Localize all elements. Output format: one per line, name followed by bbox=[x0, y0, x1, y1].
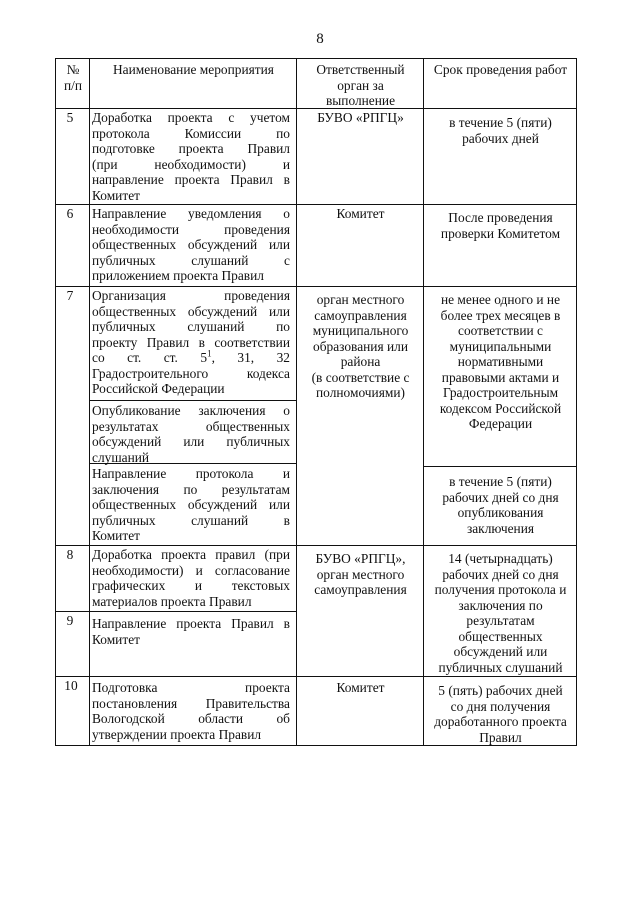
row-10-responsible: Комитет bbox=[336, 680, 385, 695]
row-10-term bbox=[424, 683, 577, 745]
text-line: 14 (четырнадцать) bbox=[448, 551, 553, 566]
text-line: утверждении проекта Правил bbox=[92, 726, 262, 742]
row-7-term-a bbox=[424, 292, 577, 432]
text-line: заключения по результатам bbox=[92, 481, 290, 497]
text-line: обсуждений или bbox=[453, 644, 548, 659]
header-num bbox=[56, 62, 90, 93]
text-line: более трех месяцев в bbox=[440, 307, 561, 323]
text-line: публичных слушаний в bbox=[92, 512, 290, 528]
text-line: орган местного bbox=[316, 566, 405, 582]
text-line: Комитет bbox=[92, 528, 140, 543]
text-line: Доработка проекта с учетом bbox=[92, 110, 290, 125]
row-9-num: 9 bbox=[66, 613, 74, 628]
text-line: Направление протокола и bbox=[92, 466, 290, 481]
header-term: Срок проведения работ bbox=[433, 62, 568, 77]
text-line: соответствии с bbox=[458, 323, 543, 338]
text-line: проекту Правил в соответствии bbox=[92, 334, 290, 350]
row-5-responsible: БУВО «РПГЦ» bbox=[317, 110, 404, 125]
row-6-responsible: Комитет bbox=[336, 206, 385, 221]
text-span: , 31, 32 bbox=[211, 350, 291, 365]
header-num-line: п/п bbox=[63, 77, 83, 93]
text-line: района bbox=[340, 354, 381, 369]
text-line: в течение 5 (пяти) bbox=[449, 474, 552, 489]
text-line: результатах общественных bbox=[92, 418, 290, 434]
text-line: Градостроительным bbox=[442, 385, 559, 400]
text-line: общественных bbox=[458, 628, 543, 644]
text-line: Направление проекта Правил в bbox=[92, 616, 290, 631]
text-line bbox=[92, 350, 290, 366]
header-num-line: № bbox=[66, 62, 80, 77]
text-line: полномочиями) bbox=[316, 385, 405, 400]
text-line: протокола Комиссии по bbox=[92, 125, 290, 141]
row-7-name-b bbox=[92, 403, 290, 465]
text-line: правовыми актами и bbox=[441, 369, 560, 385]
text-line: Комитет bbox=[92, 187, 140, 203]
text-line: 5 (пять) рабочих дней bbox=[438, 683, 563, 698]
row-6-term bbox=[424, 210, 577, 241]
text-line: подготовке проекта Правил bbox=[92, 141, 290, 156]
text-line: Вологодской области об bbox=[92, 711, 290, 726]
text-line: в течение 5 (пяти) bbox=[449, 115, 552, 130]
row-7-num: 7 bbox=[66, 288, 74, 303]
text-line: образования или bbox=[313, 338, 408, 354]
text-line: Организация проведения bbox=[92, 288, 290, 303]
row-8-name bbox=[92, 547, 290, 609]
text-line: опубликования bbox=[457, 505, 544, 520]
text-line: Подготовка проекта bbox=[92, 680, 290, 695]
text-line: графических и текстовых bbox=[92, 578, 290, 593]
text-line: общественных обсуждений или bbox=[92, 497, 290, 512]
superscript: 1 bbox=[207, 348, 212, 359]
text-line: После проведения bbox=[448, 210, 553, 225]
text-line: необходимости) и согласование bbox=[92, 562, 290, 578]
text-line: рабочих дней со дня bbox=[442, 566, 559, 582]
text-line: публичных слушаний с bbox=[92, 252, 290, 268]
text-line: необходимости проведения bbox=[92, 221, 290, 237]
text-line: общественных обсуждений или bbox=[92, 303, 290, 319]
text-line: самоуправления bbox=[314, 307, 407, 323]
text-line: Федерации bbox=[468, 416, 533, 431]
text-line: Комитет bbox=[92, 631, 140, 647]
row-7-name-c bbox=[92, 466, 290, 544]
text-line: слушаний bbox=[92, 449, 150, 465]
text-line: общественных обсуждений или bbox=[92, 237, 290, 252]
text-line: (при необходимости) и bbox=[92, 156, 290, 172]
text-line: результатам bbox=[466, 613, 535, 628]
text-line: кодексом Российской bbox=[439, 400, 562, 416]
text-line: орган местного bbox=[316, 292, 405, 307]
row-10-num: 10 bbox=[64, 678, 78, 693]
text-line: нормативными bbox=[457, 354, 544, 369]
row-8-responsible bbox=[297, 551, 424, 598]
text-line: заключения bbox=[466, 520, 535, 536]
row-7-term-b bbox=[424, 474, 577, 536]
text-line: Доработка проекта правил (при bbox=[92, 547, 290, 562]
text-line: заключения по bbox=[458, 597, 543, 613]
header-name: Наименование мероприятия bbox=[113, 62, 274, 77]
row-8-num: 8 bbox=[66, 547, 74, 562]
row-8-term bbox=[424, 551, 577, 675]
header-responsible-line: орган за bbox=[337, 77, 384, 93]
text-line: самоуправления bbox=[314, 582, 407, 597]
text-line: приложением проекта Правил bbox=[92, 268, 264, 283]
text-line: БУВО «РПГЦ», bbox=[315, 551, 406, 566]
text-line: доработанного проекта bbox=[434, 714, 567, 729]
text-span: со ст. ст. 5 bbox=[92, 350, 208, 365]
text-line: рабочих дней bbox=[462, 130, 539, 146]
text-line: направление проекта Правил в bbox=[92, 172, 290, 187]
text-line: рабочих дней со дня bbox=[442, 489, 559, 505]
text-line: Российской Федерации bbox=[92, 381, 225, 396]
row-5-name bbox=[92, 110, 290, 203]
page-number: 8 bbox=[316, 31, 324, 47]
text-line: Градостроительного кодекса bbox=[92, 365, 290, 381]
row-5-term bbox=[424, 115, 577, 146]
row-10-name bbox=[92, 680, 290, 742]
text-line: Направление уведомления о bbox=[92, 206, 290, 221]
text-line: публичных слушаний bbox=[438, 659, 563, 675]
text-line: материалов проекта Правил bbox=[92, 593, 252, 609]
text-line: обсуждений или публичных bbox=[92, 434, 290, 449]
row-5-num: 5 bbox=[66, 110, 74, 125]
text-line: муниципального bbox=[312, 323, 409, 338]
text-line: получения протокола и bbox=[434, 582, 567, 597]
text-line: не менее одного и не bbox=[440, 292, 561, 307]
row-7-name-a bbox=[92, 288, 290, 397]
text-line: проверки Комитетом bbox=[440, 225, 561, 241]
text-line: публичных слушаний по bbox=[92, 319, 290, 334]
text-line: муниципальными bbox=[449, 338, 552, 354]
text-line: Правил bbox=[479, 729, 522, 745]
row-6-num: 6 bbox=[66, 206, 74, 221]
row-9-name bbox=[92, 616, 290, 647]
row-6-name bbox=[92, 206, 290, 284]
header-responsible-line: Ответственный bbox=[316, 62, 405, 77]
header-responsible bbox=[297, 62, 424, 109]
row-7-responsible bbox=[297, 292, 424, 401]
text-line: постановления Правительства bbox=[92, 695, 290, 711]
text-line: (в соответствие с bbox=[311, 369, 410, 385]
header-responsible-line: выполнение bbox=[325, 93, 396, 108]
text-line: Опубликование заключения о bbox=[92, 403, 290, 418]
text-line: со дня получения bbox=[450, 698, 551, 714]
